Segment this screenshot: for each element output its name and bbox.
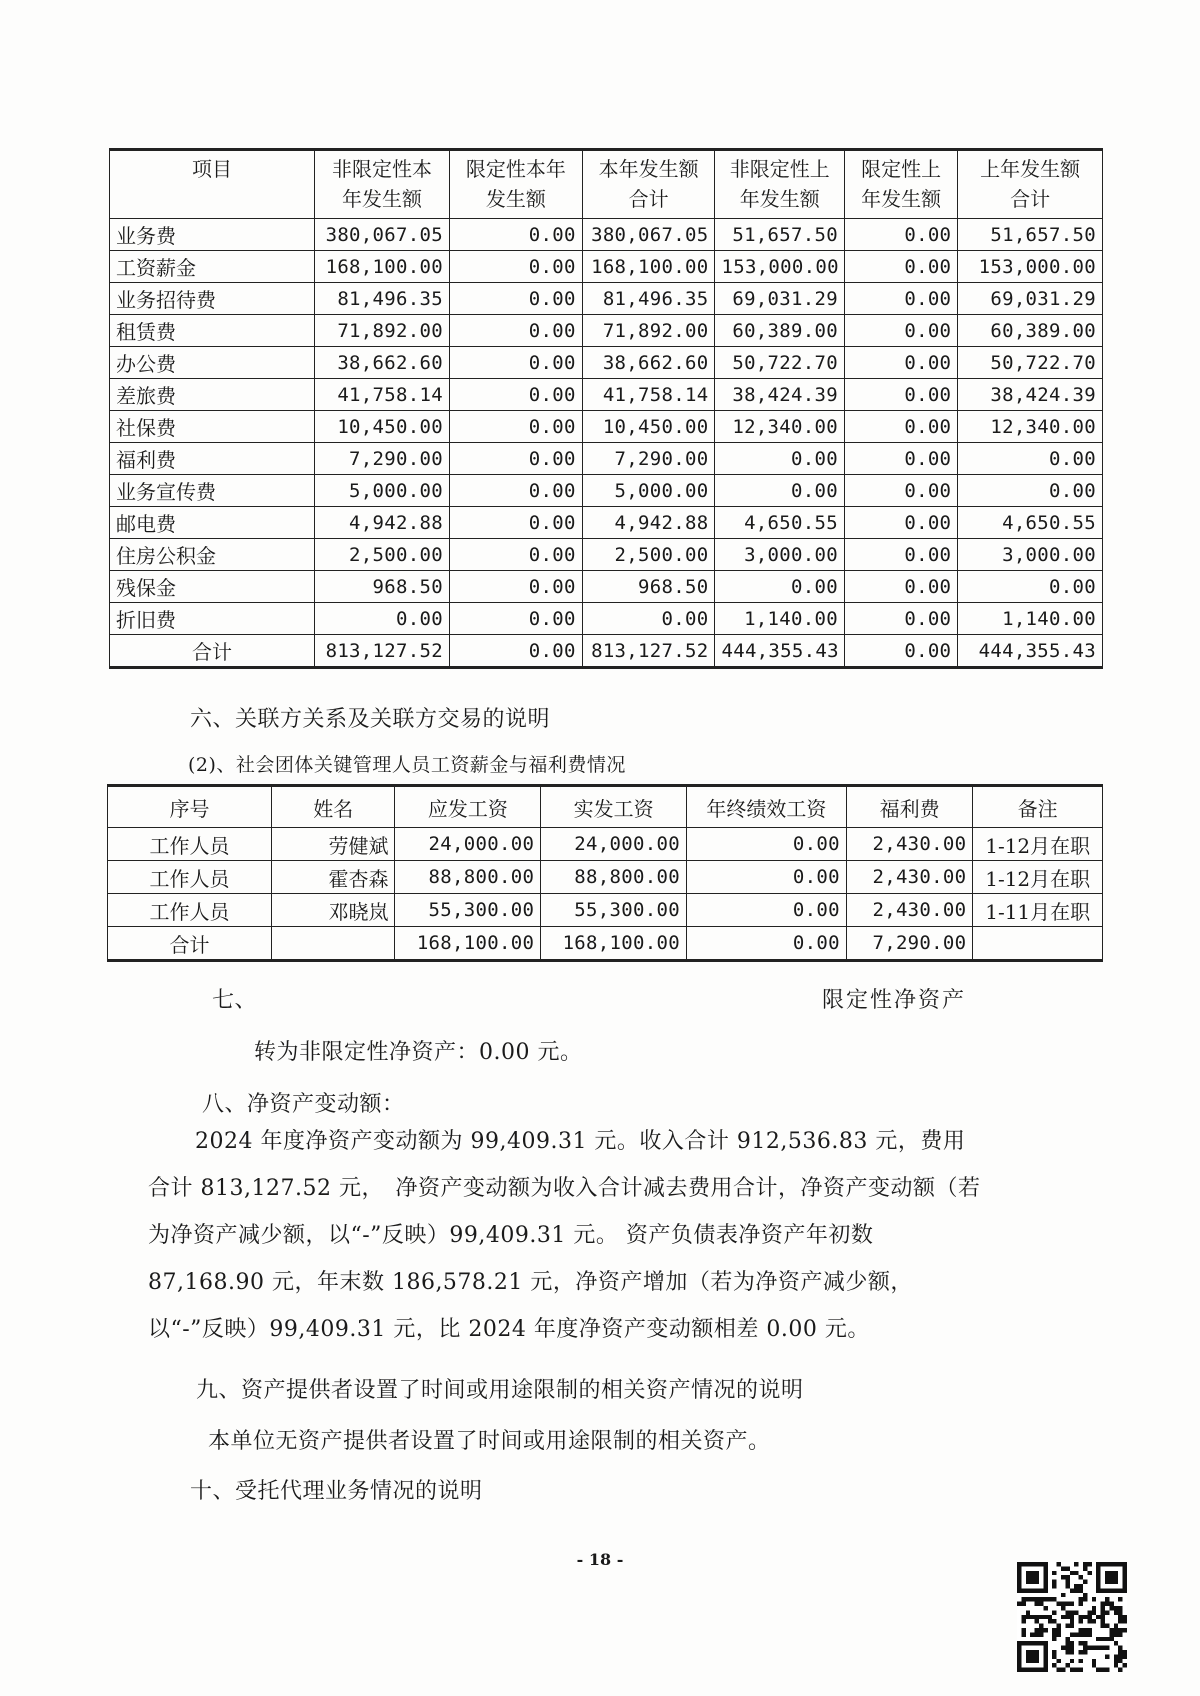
table-cell: 住房公积金 xyxy=(110,539,315,571)
table-cell: 1-11月在职 xyxy=(973,894,1103,927)
table-cell: 业务宣传费 xyxy=(110,475,315,507)
table-cell: 工资薪金 xyxy=(110,251,315,283)
table-cell: 合计 xyxy=(110,635,315,668)
expense-row xyxy=(110,251,1103,283)
header-cell: 备注 xyxy=(973,786,1103,828)
expense-row xyxy=(110,219,1103,251)
table-cell: 邓晓岚 xyxy=(271,894,394,927)
page-number: - 18 - xyxy=(576,1550,624,1569)
header-text: 本年发生额合计 xyxy=(598,157,699,211)
table-cell: 2,430.00 xyxy=(846,828,973,861)
table-cell: 0.00 xyxy=(449,635,582,668)
table-cell: 168,100.00 xyxy=(541,927,687,961)
table-cell: 办公费 xyxy=(110,347,315,379)
salary-row xyxy=(108,828,1103,861)
table-cell: 0.00 xyxy=(844,379,957,411)
table-cell: 38,424.39 xyxy=(715,379,845,411)
table-cell: 1,140.00 xyxy=(715,603,845,635)
table-cell: 0.00 xyxy=(449,251,582,283)
table-cell: 折旧费 xyxy=(110,603,315,635)
expense-row xyxy=(110,283,1103,315)
table-cell: 0.00 xyxy=(844,603,957,635)
table-cell: 3,000.00 xyxy=(958,539,1103,571)
table-cell: 0.00 xyxy=(844,443,957,475)
table-cell: 153,000.00 xyxy=(715,251,845,283)
table-cell: 2,430.00 xyxy=(846,894,973,927)
table-cell: 5,000.00 xyxy=(315,475,450,507)
table-cell: 0.00 xyxy=(844,635,957,668)
header-cell xyxy=(582,150,715,219)
header-cell xyxy=(315,150,450,219)
table-cell: 444,355.43 xyxy=(715,635,845,668)
table-cell: 50,722.70 xyxy=(958,347,1103,379)
table-cell: 41,758.14 xyxy=(582,379,715,411)
table-cell: 0.00 xyxy=(449,475,582,507)
expense-row xyxy=(110,507,1103,539)
table-cell: 7,290.00 xyxy=(846,927,973,961)
table-cell: 10,450.00 xyxy=(315,411,450,443)
table-cell: 12,340.00 xyxy=(715,411,845,443)
table-cell: 0.00 xyxy=(844,475,957,507)
table-cell: 业务费 xyxy=(110,219,315,251)
table-cell xyxy=(271,927,394,961)
table-cell: 0.00 xyxy=(844,283,957,315)
salary-row xyxy=(108,861,1103,894)
expense-table xyxy=(109,148,1103,669)
header-cell xyxy=(958,150,1103,219)
section-8-title: 八、净资产变动额： xyxy=(202,1092,405,1117)
table-cell: 4,650.55 xyxy=(958,507,1103,539)
table-cell: 0.00 xyxy=(449,507,582,539)
table-cell: 0.00 xyxy=(715,443,845,475)
table-cell: 813,127.52 xyxy=(315,635,450,668)
table-cell: 38,662.60 xyxy=(315,347,450,379)
expense-row xyxy=(110,443,1103,475)
table-cell: 0.00 xyxy=(449,443,582,475)
table-cell: 24,000.00 xyxy=(395,828,541,861)
section-8-body: 2024 年度净资产变动额为 99,409.31 元。收入合计 912,536.83 元，费用合计 813,127.52 元， 净资产变动额为收入合计减去费用合计，净资产变动额（若为净资产减少额，以“-”反映）99,409.31 元。 资产负债表净资产年初数 87,168.90 元，年末数 186,578.21 元，净资产增加（若为净资产减少额，以“-”反映）99,409.31 元，比 2024 年度净资产变动额相差 0.00 元。 xyxy=(148,1129,981,1342)
table-cell: 社保费 xyxy=(110,411,315,443)
salary-table xyxy=(107,784,1103,962)
table-cell: 153,000.00 xyxy=(958,251,1103,283)
table-cell: 合计 xyxy=(108,927,272,961)
table-cell: 0.00 xyxy=(449,315,582,347)
header-text: 上年发生额合计 xyxy=(980,157,1081,211)
table-cell: 0.00 xyxy=(686,894,846,927)
table-cell: 0.00 xyxy=(449,219,582,251)
table-cell: 55,300.00 xyxy=(395,894,541,927)
table-cell: 444,355.43 xyxy=(958,635,1103,668)
table-cell: 12,340.00 xyxy=(958,411,1103,443)
table-cell: 2,430.00 xyxy=(846,861,973,894)
table-cell: 0.00 xyxy=(449,411,582,443)
table-cell: 0.00 xyxy=(686,927,846,961)
table-cell: 60,389.00 xyxy=(958,315,1103,347)
table-cell: 4,942.88 xyxy=(582,507,715,539)
expense-row xyxy=(110,539,1103,571)
table-cell: 劳健斌 xyxy=(271,828,394,861)
table-cell: 工作人员 xyxy=(108,894,272,927)
section-7-body: 转为非限定性净资产：0.00 元。 xyxy=(254,1040,583,1065)
table-cell: 168,100.00 xyxy=(582,251,715,283)
table-cell: 福利费 xyxy=(110,443,315,475)
table-cell: 0.00 xyxy=(715,475,845,507)
section-10-title: 十、受托代理业务情况的说明 xyxy=(190,1479,483,1504)
table-cell: 60,389.00 xyxy=(715,315,845,347)
table-cell: 81,496.35 xyxy=(315,283,450,315)
table-cell: 380,067.05 xyxy=(315,219,450,251)
table-cell: 残保金 xyxy=(110,571,315,603)
table-cell: 0.00 xyxy=(449,283,582,315)
expense-row xyxy=(110,603,1103,635)
table-cell: 2,500.00 xyxy=(315,539,450,571)
expense-row xyxy=(110,475,1103,507)
salary-row xyxy=(108,894,1103,927)
table-cell: 0.00 xyxy=(958,475,1103,507)
table-cell: 51,657.50 xyxy=(958,219,1103,251)
table-cell: 0.00 xyxy=(844,571,957,603)
table-cell: 81,496.35 xyxy=(582,283,715,315)
header-cell xyxy=(715,150,845,219)
table-cell: 1,140.00 xyxy=(958,603,1103,635)
table-cell: 0.00 xyxy=(582,603,715,635)
section-7-prefix: 七、 xyxy=(212,988,258,1013)
table-cell: 380,067.05 xyxy=(582,219,715,251)
table-cell: 0.00 xyxy=(715,571,845,603)
table-cell: 1-12月在职 xyxy=(973,861,1103,894)
section-6-title: 六、关联方关系及关联方交易的说明 xyxy=(190,707,551,732)
table-cell: 968.50 xyxy=(582,571,715,603)
table-cell: 0.00 xyxy=(449,539,582,571)
qr-code-icon xyxy=(1017,1562,1127,1672)
table-cell: 968.50 xyxy=(315,571,450,603)
table-cell: 10,450.00 xyxy=(582,411,715,443)
table-cell: 71,892.00 xyxy=(315,315,450,347)
expense-row-total xyxy=(110,635,1103,668)
table-cell: 差旅费 xyxy=(110,379,315,411)
section-9-body: 本单位无资产提供者设置了时间或用途限制的相关资产。 xyxy=(208,1429,771,1454)
table-cell: 0.00 xyxy=(844,219,957,251)
table-cell: 168,100.00 xyxy=(315,251,450,283)
table-cell: 0.00 xyxy=(844,411,957,443)
header-text: 非限定性本年发生额 xyxy=(332,157,433,211)
table-cell: 业务招待费 xyxy=(110,283,315,315)
header-cell: 福利费 xyxy=(846,786,973,828)
table-cell: 0.00 xyxy=(449,347,582,379)
table-cell: 5,000.00 xyxy=(582,475,715,507)
header-text: 非限定性上年发生额 xyxy=(729,157,830,211)
table-cell: 71,892.00 xyxy=(582,315,715,347)
table-cell: 0.00 xyxy=(449,603,582,635)
table-cell: 工作人员 xyxy=(108,828,272,861)
expense-table-header xyxy=(110,150,1103,219)
header-cell: 应发工资 xyxy=(395,786,541,828)
table-cell: 24,000.00 xyxy=(541,828,687,861)
table-cell: 0.00 xyxy=(686,861,846,894)
table-cell: 55,300.00 xyxy=(541,894,687,927)
expense-row xyxy=(110,379,1103,411)
table-cell: 0.00 xyxy=(844,539,957,571)
table-cell: 7,290.00 xyxy=(582,443,715,475)
table-cell: 0.00 xyxy=(844,315,957,347)
header-text: 限定性上年发生额 xyxy=(861,157,942,211)
table-cell: 168,100.00 xyxy=(395,927,541,961)
table-cell: 50,722.70 xyxy=(715,347,845,379)
expense-row xyxy=(110,571,1103,603)
table-cell: 工作人员 xyxy=(108,861,272,894)
table-cell: 租赁费 xyxy=(110,315,315,347)
table-cell: 0.00 xyxy=(449,379,582,411)
table-cell: 0.00 xyxy=(958,443,1103,475)
expense-row xyxy=(110,315,1103,347)
header-cell: 年终绩效工资 xyxy=(686,786,846,828)
table-cell: 0.00 xyxy=(449,571,582,603)
salary-row-total xyxy=(108,927,1103,961)
table-cell: 4,650.55 xyxy=(715,507,845,539)
table-cell: 7,290.00 xyxy=(315,443,450,475)
table-cell: 51,657.50 xyxy=(715,219,845,251)
table-cell: 2,500.00 xyxy=(582,539,715,571)
header-cell xyxy=(844,150,957,219)
header-cell: 项目 xyxy=(110,150,315,219)
header-cell xyxy=(449,150,582,219)
table-cell: 88,800.00 xyxy=(541,861,687,894)
table-cell: 0.00 xyxy=(315,603,450,635)
table-cell: 41,758.14 xyxy=(315,379,450,411)
table-cell xyxy=(973,927,1103,961)
table-cell: 0.00 xyxy=(844,347,957,379)
expense-row xyxy=(110,411,1103,443)
table-cell: 邮电费 xyxy=(110,507,315,539)
table-cell: 0.00 xyxy=(844,507,957,539)
table-cell: 3,000.00 xyxy=(715,539,845,571)
header-cell: 姓名 xyxy=(271,786,394,828)
section-6-subtitle: (2)、社会团体关键管理人员工资薪金与福利费情况 xyxy=(188,754,626,776)
table-cell: 38,662.60 xyxy=(582,347,715,379)
table-cell: 69,031.29 xyxy=(958,283,1103,315)
table-cell: 813,127.52 xyxy=(582,635,715,668)
header-text: 限定性本年发生额 xyxy=(465,157,566,211)
salary-table-header xyxy=(108,786,1103,828)
section-9-title: 九、资产提供者设置了时间或用途限制的相关资产情况的说明 xyxy=(196,1378,804,1403)
header-cell: 序号 xyxy=(108,786,272,828)
table-cell: 0.00 xyxy=(958,571,1103,603)
header-cell: 实发工资 xyxy=(541,786,687,828)
table-cell: 0.00 xyxy=(686,828,846,861)
table-cell: 0.00 xyxy=(844,251,957,283)
expense-row xyxy=(110,347,1103,379)
section-7-title: 限定性净资产 xyxy=(822,988,967,1013)
table-cell: 4,942.88 xyxy=(315,507,450,539)
table-cell: 69,031.29 xyxy=(715,283,845,315)
table-cell: 霍杏森 xyxy=(271,861,394,894)
table-cell: 88,800.00 xyxy=(395,861,541,894)
table-cell: 1-12月在职 xyxy=(973,828,1103,861)
table-cell: 38,424.39 xyxy=(958,379,1103,411)
